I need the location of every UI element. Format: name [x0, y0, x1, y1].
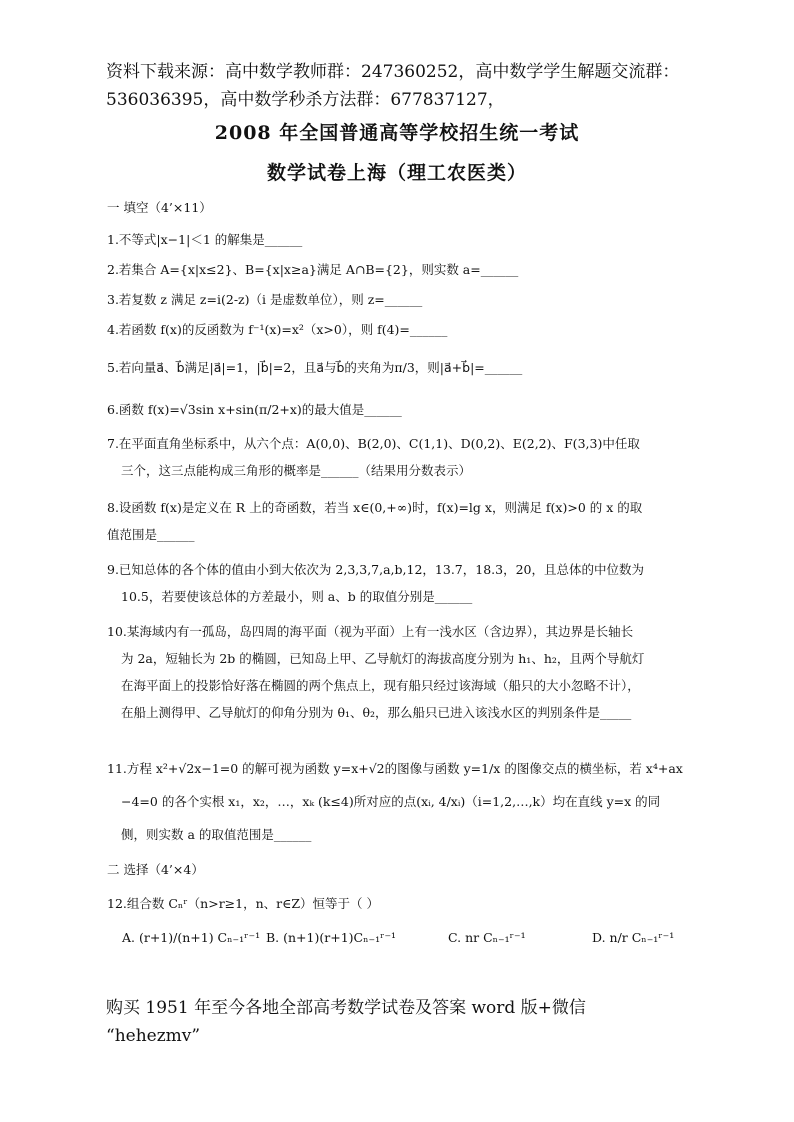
question-2: 2.若集合 A={x|x≤2}、B={x|x≥a}满足 A∩B={2}，则实数 a=______ [107, 262, 519, 277]
question-8 [107, 494, 699, 548]
source-banner [106, 58, 706, 114]
purchase-footer [106, 994, 706, 1050]
question-10-line-3: 在海平面上的投影恰好落在椭圆的两个焦点上，现有船只经过该海域（船只的大小忽略不计）， [121, 678, 640, 693]
question-11-line-2: −4=0 的各个实根 x₁，x₂，…，xₖ (k≤4)所对应的点(xᵢ, 4/xᵢ)（i=1,2,…,k）均在直线 y=x 的同 [121, 794, 661, 809]
source-line-1: 资料下载来源：高中数学教师群：247360252，高中数学学生解题交流群： [106, 62, 680, 82]
question-1: 1.不等式|x−1|＜1 的解集是______ [107, 232, 303, 247]
question-11-line-1: 11.方程 x²+√2x−1=0 的解可视为函数 y=x+√2的图像与函数 y=1/x 的图像交点的横坐标，若 x⁴+ax [107, 761, 683, 776]
section-choice: 二 选择（4’×4） [107, 862, 204, 877]
question-8-line-2: 值范围是______ [107, 527, 195, 542]
question-11-line-3: 侧，则实数 a 的取值范围是______ [121, 827, 312, 842]
question-7-line-1: 7.在平面直角坐标系中，从六个点：A(0,0)、B(2,0)、C(1,1)、D(0,2)、E(2,2)、F(3,3)中任取 [107, 436, 640, 451]
question-9 [107, 556, 699, 610]
option-b: B. (n+1)(r+1)Cₙ₋₁ʳ⁻¹ [266, 930, 397, 945]
question-10 [107, 618, 699, 726]
question-9-line-1: 9.已知总体的各个体的值由小到大依次为 2,3,3,7,a,b,12，13.7，18.3，20，且总体的中位数为 [107, 562, 644, 577]
question-10-line-2: 为 2a，短轴长为 2b 的椭圆，已知岛上甲、乙导航灯的海拔高度分别为 h₁、h₂，且两个导航灯 [121, 651, 645, 666]
exam-subtitle: 数学试卷上海（理工农医类） [266, 162, 527, 184]
exam-title: 2008 年全国普通高等学校招生统一考试 [214, 122, 580, 144]
question-12: 12.组合数 Cₙʳ（n>r≥1，n、r∈Z）恒等于（ ） [107, 896, 380, 911]
footer-line-2: “hehezmv” [106, 1026, 201, 1046]
question-4: 4.若函数 f(x)的反函数为 f⁻¹(x)=x²（x>0），则 f(4)=______ [107, 322, 448, 337]
question-9-line-2: 10.5，若要使该总体的方差最小，则 a、b 的取值分别是______ [121, 589, 473, 604]
option-c: C. nr Cₙ₋₁ʳ⁻¹ [448, 930, 526, 945]
option-a: A. (r+1)/(n+1) Cₙ₋₁ʳ⁻¹ [122, 930, 261, 945]
question-7 [107, 430, 699, 484]
option-d: D. n/r Cₙ₋₁ʳ⁻¹ [592, 930, 675, 945]
section-fill-in: 一 填空（4’×11） [107, 200, 212, 215]
question-11 [107, 752, 699, 851]
question-7-line-2: 三个，这三点能构成三角形的概率是______（结果用分数表示） [121, 463, 472, 478]
footer-line-1: 购买 1951 年至今各地全部高考数学试卷及答案 word 版+微信 [106, 998, 586, 1018]
question-6: 6.函数 f(x)=√3sin x+sin(π/2+x)的最大值是______ [107, 402, 402, 417]
question-10-line-4: 在船上测得甲、乙导航灯的仰角分别为 θ₁、θ₂，那么船只已进入该浅水区的判别条件是_____ [121, 705, 632, 720]
question-3: 3.若复数 z 满足 z=i(2-z)（i 是虚数单位），则 z=______ [107, 292, 423, 307]
source-line-2: 536036395，高中数学秒杀方法群：677837127， [106, 90, 505, 110]
question-8-line-1: 8.设函数 f(x)是定义在 R 上的奇函数，若当 x∈(0,+∞)时，f(x)=lg x，则满足 f(x)>0 的 x 的取 [107, 500, 643, 515]
question-5: 5.若向量a⃗、b⃗满足|a⃗|=1，|b⃗|=2，且a⃗与b⃗的夹角为π/3，则|a⃗+b⃗|=______ [107, 360, 523, 375]
question-10-line-1: 10.某海域内有一孤岛，岛四周的海平面（视为平面）上有一浅水区（含边界），其边界是长轴长 [107, 624, 634, 639]
